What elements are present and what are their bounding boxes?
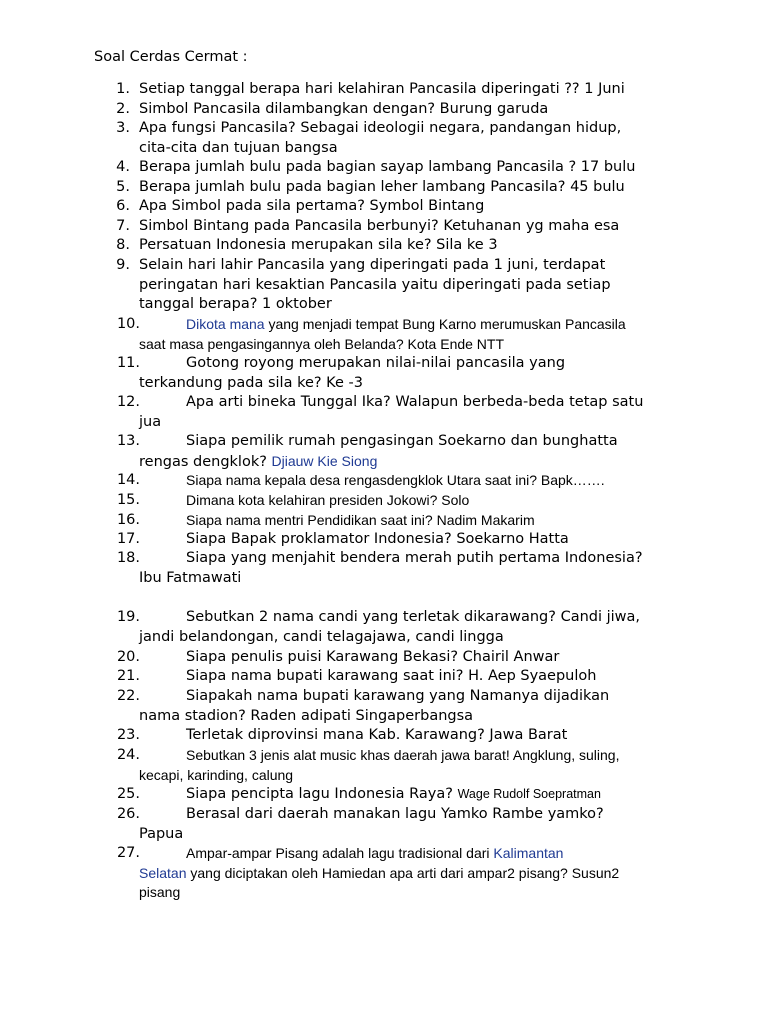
- item-text: [139, 197, 684, 217]
- item-text: [139, 491, 684, 511]
- item-number: 10.: [116, 316, 140, 332]
- item-text: [139, 80, 684, 100]
- item-number: 7.: [116, 217, 130, 234]
- item-text: [139, 432, 684, 471]
- item-number: 1.: [116, 81, 130, 97]
- text-run: jandi belandongan, candi telagajawa, candi lingga: [139, 628, 504, 645]
- item-number: 8.: [116, 237, 130, 253]
- item-text: [139, 236, 684, 256]
- text-run: Berasal dari daerah manakan lagu Yamko Rambe yamko?: [186, 806, 604, 822]
- item-text: [139, 667, 684, 687]
- text-run: Kalimantan: [493, 845, 564, 861]
- item-text: [139, 687, 684, 726]
- text-run: Selatan: [139, 864, 187, 881]
- text-run: Berapa jumlah bulu pada bagian leher lambang Pancasila? 45 bulu: [139, 178, 625, 195]
- text-run: Wage Rudolf Soepratman: [457, 787, 601, 801]
- text-run: Siapa penulis puisi Karawang Bekasi? Chairil Anwar: [186, 649, 560, 665]
- text-run: Apa Simbol pada sila pertama? Symbol Bintang: [139, 198, 485, 214]
- item-text: [139, 785, 684, 805]
- page-title: Soal Cerdas Cermat :: [94, 49, 248, 65]
- item-text: [139, 158, 684, 178]
- item-text: [139, 256, 684, 315]
- text-run: Persatuan Indonesia merupakan sila ke? Sila ke 3: [139, 237, 498, 253]
- text-run: rengas dengklok?: [139, 453, 272, 470]
- text-run: jua: [139, 413, 162, 430]
- text-run: Terletak diprovinsi mana Kab. Karawang? Jawa Barat: [186, 727, 568, 743]
- text-run: peringatan hari kesaktian Pancasila yaitu diperingati pada setiap: [139, 276, 611, 293]
- item-text: [139, 354, 684, 393]
- item-text: [139, 608, 684, 647]
- text-run: Dikota mana: [186, 316, 265, 332]
- text-run: Apa fungsi Pancasila? Sebagai ideologii negara, pandangan hidup,: [139, 120, 622, 136]
- item-number: 15.: [116, 492, 140, 508]
- text-run: Sebutkan 2 nama candi yang terletak dikarawang? Candi jiwa,: [186, 609, 641, 625]
- item-text: [139, 315, 684, 354]
- item-number: 24.: [116, 747, 140, 763]
- item-number: 11.: [116, 355, 140, 371]
- item-number: 18.: [116, 550, 140, 566]
- item-text: [139, 844, 684, 903]
- item-number: 19.: [116, 609, 140, 625]
- text-run: Sebutkan 3 jenis alat music khas daerah jawa barat! Angklung, suling,: [186, 747, 620, 763]
- text-run: tanggal berapa? 1 oktober: [139, 296, 332, 312]
- item-number: 23.: [116, 727, 140, 743]
- text-run: Simbol Pancasila dilambangkan dengan? Burung garuda: [139, 100, 549, 117]
- text-run: pisang: [139, 884, 181, 900]
- text-run: yang menjadi tempat Bung Karno merumuskan Pancasila: [264, 316, 626, 332]
- text-run: Selain hari lahir Pancasila yang diperingati pada 1 juni, terdapat: [139, 257, 606, 273]
- item-number: 20.: [116, 649, 140, 665]
- item-text: [139, 511, 684, 531]
- item-number: 2.: [116, 100, 130, 117]
- item-text: [139, 530, 684, 550]
- text-run: nama stadion? Raden adipati Singaperbangsa: [139, 707, 474, 724]
- text-run: Siapa pencipta lagu Indonesia Raya?: [186, 786, 458, 802]
- text-run: yang diciptakan oleh Hamiedan apa arti dari ampar2 pisang? Susun2: [186, 864, 620, 881]
- item-text: [139, 471, 684, 491]
- text-run: Djiauw Kie Siong: [271, 452, 378, 469]
- text-run: Apa arti bineka Tunggal Ika? Walapun berbeda-beda tetap satu: [186, 394, 644, 410]
- text-run: Siapa Bapak proklamator Indonesia? Soekarno Hatta: [186, 531, 569, 547]
- item-number: 21.: [116, 668, 140, 684]
- text-run: cita-cita dan tujuan bangsa: [139, 139, 338, 156]
- text-run: Setiap tanggal berapa hari kelahiran Pancasila diperingati ?? 1 Juni: [139, 81, 625, 97]
- text-run: terkandung pada sila ke? Ke -3: [139, 374, 363, 391]
- text-run: kecapi, karinding, calung: [139, 766, 294, 783]
- item-number: 25.: [116, 786, 140, 802]
- item-number: 17.: [116, 531, 140, 547]
- item-text: [139, 178, 684, 198]
- item-text: [139, 549, 684, 588]
- item-text: [139, 746, 684, 785]
- item-number: 13.: [116, 433, 140, 449]
- item-number: 22.: [116, 688, 140, 704]
- text-run: Berapa jumlah bulu pada bagian sayap lambang Pancasila ? 17 bulu: [139, 159, 636, 175]
- item-text: [139, 217, 684, 237]
- text-run: Siapa nama mentri Pendidikan saat ini? Nadim Makarim: [186, 512, 535, 528]
- item-number: 9.: [116, 257, 130, 273]
- item-text: [139, 726, 684, 746]
- item-number: 27.: [116, 845, 140, 861]
- text-run: Gotong royong merupakan nilai-nilai pancasila yang: [186, 355, 566, 371]
- item-number: 16.: [116, 512, 140, 528]
- item-text: [139, 648, 684, 668]
- text-run: Siapa pemilik rumah pengasingan Soekarno dan bunghatta: [186, 433, 618, 449]
- text-run: Siapa nama kepala desa rengasdengklok Utara saat ini? Bapk…….: [186, 472, 605, 488]
- text-run: Siapa yang menjahit bendera merah putih pertama Indonesia?: [186, 550, 643, 566]
- item-number: 12.: [116, 394, 140, 410]
- text-run: Dimana kota kelahiran presiden Jokowi? Solo: [186, 492, 470, 508]
- item-text: [139, 805, 684, 844]
- item-text: [139, 100, 684, 120]
- text-run: saat masa pengasingannya oleh Belanda? Kota Ende NTT: [139, 335, 505, 352]
- item-text: [139, 119, 684, 158]
- text-run: Ampar-ampar Pisang adalah lagu tradisional dari: [186, 845, 494, 861]
- item-text: [139, 393, 684, 432]
- text-run: Papua: [139, 825, 184, 842]
- text-run: Simbol Bintang pada Pancasila berbunyi? Ketuhanan yg maha esa: [139, 217, 620, 234]
- item-number: 4.: [116, 159, 130, 175]
- text-run: Siapa nama bupati karawang saat ini? H. Aep Syaepuloh: [186, 668, 597, 684]
- item-number: 6.: [116, 198, 130, 214]
- item-number: 3.: [116, 120, 130, 136]
- item-number: 5.: [116, 178, 130, 195]
- item-number: 14.: [116, 472, 140, 488]
- text-run: Siapakah nama bupati karawang yang Namanya dijadikan: [186, 688, 610, 704]
- text-run: Ibu Fatmawati: [139, 569, 242, 586]
- item-number: 26.: [116, 806, 140, 822]
